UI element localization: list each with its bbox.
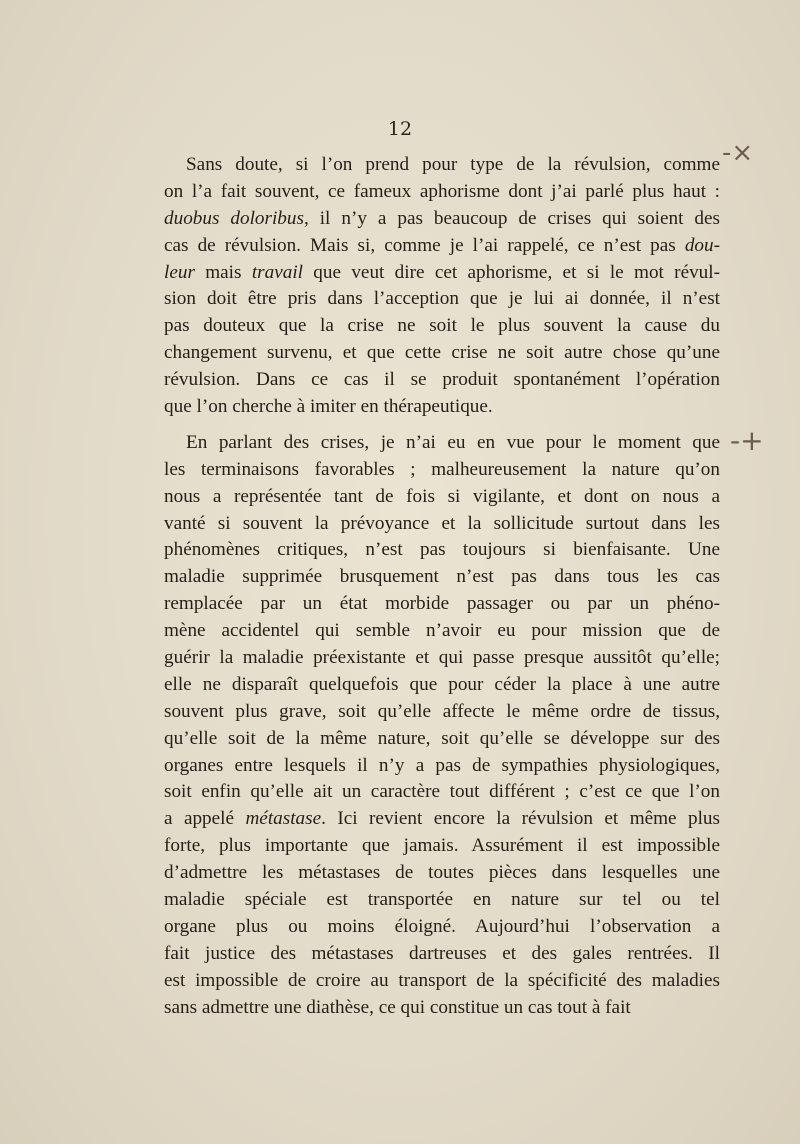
text-line [164, 726, 720, 753]
text-line [164, 206, 720, 233]
text-segment: . Ici revient encore la révulsion et même plus [321, 808, 720, 830]
text-segment: pas douteux que la crise ne soit le plus souvent la cause du [164, 315, 720, 337]
text-segment: qu’elle soit de la même nature, soit qu’elle se développe sur des [164, 727, 720, 749]
text-segment: changement survenu, et que cette crise ne soit autre chose qu’une [164, 342, 720, 364]
text-line [164, 340, 720, 367]
text-line [164, 591, 720, 618]
text-line [164, 914, 720, 941]
text-segment: sion doit être pris dans l’acception que je lui ai donnée, il n’est [164, 288, 720, 310]
text-segment: d’admettre les métastases de toutes pièces dans lesquelles une [164, 862, 720, 884]
margin-mark: -+ [730, 424, 764, 457]
text-segment: remplacée par un état morbide passager ou par un phéno- [164, 593, 720, 615]
text-segment: on l’a fait souvent, ce fameux aphorisme dont j’ai parlé plus haut : [164, 180, 720, 202]
text-segment: , il n’y a pas beaucoup de crises qui soient des [303, 207, 720, 229]
page-number: 12 [387, 118, 413, 140]
margin-mark: -⨯ [722, 138, 754, 168]
text-line [164, 699, 720, 726]
text-segment: Sans doute, si l’on prend pour type de la révulsion, comme [186, 154, 720, 175]
paragraph [164, 152, 720, 421]
text-segment: fait justice des métastases dartreuses et des gales rentrées. Il [164, 942, 720, 964]
text-segment: cas de révulsion. Mais si, comme je l’ai rappelé, ce n’est pas [164, 234, 685, 256]
body-text [164, 152, 720, 1022]
text-line [164, 179, 720, 206]
text-line [164, 367, 720, 394]
text-line [164, 286, 720, 313]
text-segment: que l’on cherche à imiter en thérapeutique. [164, 396, 493, 418]
italic-text: dou- [684, 234, 720, 256]
text-line [164, 394, 720, 421]
text-line [164, 152, 720, 179]
italic-text: métastase [245, 808, 322, 830]
text-segment: vanté si souvent la prévoyance et la sollicitude surtout dans les [164, 512, 720, 534]
text-segment: elle ne disparaît quelquefois que pour céder la place à une autre [164, 673, 720, 695]
text-line [164, 457, 720, 484]
text-line [164, 968, 720, 995]
text-segment: organe plus ou moins éloigné. Aujourd’hui l’observation a [164, 915, 720, 937]
text-segment: maladie supprimée brusquement n’est pas dans tous les cas [164, 566, 720, 588]
text-segment: nous a représentée tant de fois si vigilante, et dont on nous a [164, 485, 720, 507]
text-line [164, 941, 720, 968]
paragraph [164, 430, 720, 1022]
text-line [164, 753, 720, 780]
text-segment: sans admettre une diathèse, ce qui constitue un cas tout à fait [164, 996, 631, 1018]
text-segment: forte, plus importante que jamais. Assurément il est impossible [164, 835, 720, 857]
text-line [164, 430, 720, 457]
text-line [164, 833, 720, 860]
text-line [164, 645, 720, 672]
text-segment: maladie spéciale est transportée en nature sur tel ou tel [164, 889, 720, 911]
text-line [164, 860, 720, 887]
text-line [164, 537, 720, 564]
text-line [164, 806, 720, 833]
text-segment: organes entre lesquels il n’y a pas de sympathies physiologiques, [164, 754, 720, 776]
text-segment: est impossible de croire au transport de la spécificité des maladies [164, 969, 720, 991]
text-segment: que veut dire cet aphorisme, et si le mot révul- [302, 261, 720, 283]
text-segment: révulsion. Dans ce cas il se produit spontanément l’opération [164, 369, 720, 391]
text-segment: mène accidentel qui semble n’avoir eu pour mission que de [164, 620, 720, 642]
text-line [164, 995, 720, 1022]
text-segment: a appelé [164, 808, 246, 830]
italic-text: travail [251, 261, 303, 283]
italic-text: duobus doloribus [164, 207, 304, 229]
text-segment: guérir la maladie préexistante et qui passe presque aussitôt qu’elle; [164, 647, 720, 669]
text-line [164, 672, 720, 699]
text-segment: mais [194, 261, 252, 283]
text-segment: soit enfin qu’elle ait un caractère tout différent ; c’est ce que l’on [164, 781, 720, 803]
text-line [164, 233, 720, 260]
text-segment: les terminaisons favorables ; malheureusement la nature qu’on [164, 458, 720, 480]
text-line [164, 779, 720, 806]
text-line [164, 313, 720, 340]
text-line [164, 511, 720, 538]
text-segment: En parlant des crises, je n’ai eu en vue pour le moment que [186, 431, 720, 453]
text-line [164, 484, 720, 511]
text-line [164, 564, 720, 591]
italic-text: leur [164, 261, 195, 283]
text-line [164, 887, 720, 914]
text-segment: souvent plus grave, soit qu’elle affecte le même ordre de tissus, [164, 700, 720, 722]
text-line [164, 260, 720, 287]
text-line [164, 618, 720, 645]
text-segment: phénomènes critiques, n’est pas toujours si bienfaisante. Une [164, 539, 720, 561]
